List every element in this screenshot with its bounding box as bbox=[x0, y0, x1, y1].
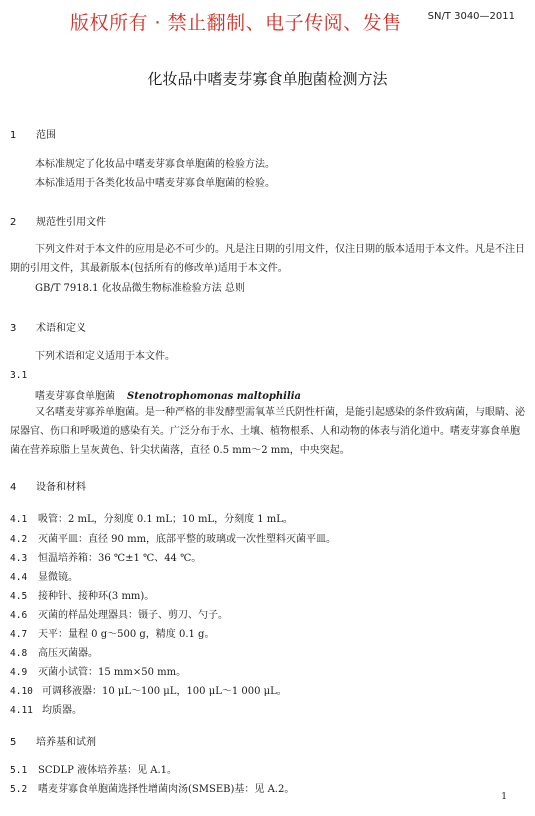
section-title: 设备和材料 bbox=[36, 482, 86, 493]
term-chinese-name: 嗜麦芽寡食单胞菌 bbox=[35, 391, 115, 402]
item-text: 嗜麦芽寡食单胞菌选择性增菌肉汤(SMSEB)基：见 A.2。 bbox=[38, 784, 295, 795]
item-text: 可调移液器：10 μL～100 μL，100 μL～1 000 μL。 bbox=[42, 686, 287, 697]
equipment-item bbox=[10, 701, 82, 716]
item-number: 4.4 bbox=[10, 572, 28, 583]
item-text: 灭菌小试管：15 mm×50 mm。 bbox=[38, 667, 187, 678]
item-text: SCDLP 液体培养基：见 A.1。 bbox=[38, 765, 178, 776]
item-number: 4.6 bbox=[10, 610, 28, 621]
normative-references-paragraph: 下列文件对于本文件的应用是必不可少的。凡是注日期的引用文件，仅注日期的版本适用于本文件。凡是不注日期的引用文件，其最新版本(包括所有的修改单)适用于本文件。 bbox=[10, 244, 525, 274]
item-number: 4.3 bbox=[10, 553, 28, 564]
section-3-heading bbox=[10, 319, 86, 334]
equipment-item bbox=[10, 530, 336, 545]
equipment-item bbox=[10, 510, 293, 525]
item-text: 高压灭菌器。 bbox=[38, 648, 98, 659]
item-number: 4.5 bbox=[10, 591, 28, 602]
section-title: 术语和定义 bbox=[36, 323, 86, 334]
section-4-heading bbox=[10, 478, 86, 493]
section-2-heading bbox=[10, 213, 106, 228]
equipment-item bbox=[10, 682, 287, 697]
section-number: 1 bbox=[10, 130, 17, 141]
equipment-item bbox=[10, 625, 214, 640]
section-number: 5 bbox=[10, 737, 17, 748]
item-number: 5.2 bbox=[10, 784, 28, 795]
section-title: 培养基和试剂 bbox=[36, 737, 96, 748]
item-number: 4.8 bbox=[10, 648, 28, 659]
normative-reference-item: GB/T 7918.1 化妆品微生物标准检验方法 总则 bbox=[35, 283, 245, 294]
item-text: 吸管：2 mL，分刻度 0.1 mL；10 mL，分刻度 1 mL。 bbox=[38, 514, 293, 525]
item-text: 天平：量程 0 g～500 g，精度 0.1 g。 bbox=[38, 629, 215, 640]
scope-line-2: 本标准适用于各类化妆品中嗜麦芽寡食单胞菌的检验。 bbox=[35, 178, 275, 189]
term-number: 3.1 bbox=[10, 370, 28, 381]
section-title: 规范性引用文件 bbox=[36, 217, 106, 228]
item-text: 灭菌平皿：直径 90 mm，底部平整的玻璃或一次性塑料灭菌平皿。 bbox=[38, 534, 337, 545]
section-number: 2 bbox=[10, 217, 17, 228]
section-title: 范围 bbox=[36, 130, 56, 141]
term-heading bbox=[35, 387, 301, 402]
item-text: 灭菌的样品处理器具：镊子、剪刀、勺子。 bbox=[38, 610, 228, 621]
item-number: 5.1 bbox=[10, 765, 28, 776]
item-number: 4.10 bbox=[10, 686, 33, 697]
section-5-heading bbox=[10, 733, 96, 748]
item-text: 恒温培养箱：36 ℃±1 ℃、44 ℃。 bbox=[38, 553, 202, 564]
standard-code: SN/T 3040—2011 bbox=[427, 11, 515, 22]
section-number: 3 bbox=[10, 323, 17, 334]
item-number: 4.11 bbox=[10, 705, 33, 716]
equipment-item bbox=[10, 549, 201, 564]
copyright-watermark: 版权所有 · 禁止翻制、电子传阅、发售 bbox=[70, 12, 402, 34]
terms-intro: 下列术语和定义适用于本文件。 bbox=[35, 351, 175, 362]
equipment-item bbox=[10, 644, 98, 659]
section-1-heading bbox=[10, 126, 56, 141]
equipment-item bbox=[10, 606, 228, 621]
document-title: 化妆品中嗜麦芽寡食单胞菌检测方法 bbox=[147, 70, 388, 88]
item-text: 均质器。 bbox=[42, 705, 82, 716]
section-number: 4 bbox=[10, 482, 17, 493]
item-text: 接种针、接种环(3 mm)。 bbox=[38, 591, 155, 602]
equipment-item bbox=[10, 587, 154, 602]
media-item bbox=[10, 780, 294, 795]
item-number: 4.2 bbox=[10, 534, 28, 545]
scope-line-1: 本标准规定了化妆品中嗜麦芽寡食单胞菌的检验方法。 bbox=[35, 159, 275, 170]
item-number: 4.9 bbox=[10, 667, 28, 678]
media-item bbox=[10, 761, 177, 776]
term-definition: 又名嗜麦芽寡养单胞菌。是一种严格的非发酵型需氧革兰氏阴性杆菌，是能引起感染的条件致病菌，与眼睛、泌尿器官、伤口和呼吸道的感染有关。广泛分布于水、土壤、植物根系、人和动物的体表与消化道中。嗜麦芽寡食单胞菌在营养琼脂上呈灰黄色、针尖状菌落，直径 0.5 mm～2 mm，中央突起。 bbox=[10, 407, 525, 456]
term-latin-name: Stenotrophomonas maltophilia bbox=[127, 391, 302, 402]
item-text: 显微镜。 bbox=[38, 572, 78, 583]
equipment-item bbox=[10, 663, 186, 678]
equipment-item bbox=[10, 568, 78, 583]
item-number: 4.1 bbox=[10, 514, 28, 525]
page-number: 1 bbox=[501, 792, 507, 802]
item-number: 4.7 bbox=[10, 629, 28, 640]
